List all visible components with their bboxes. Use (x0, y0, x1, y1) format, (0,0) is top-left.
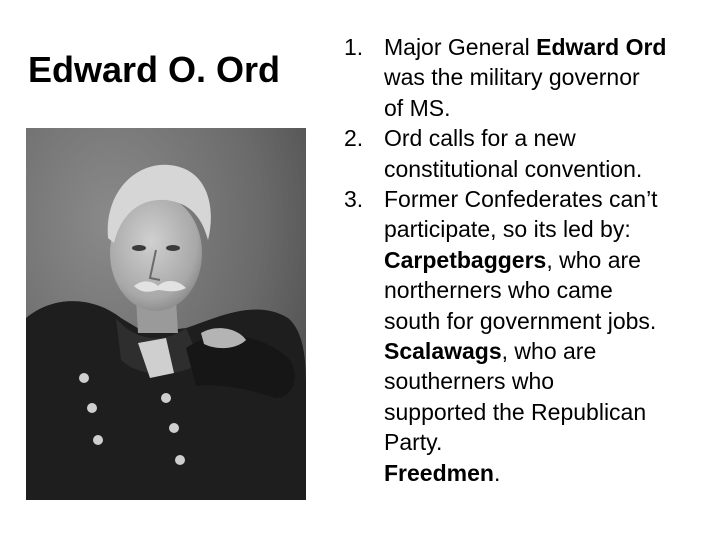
list-line (384, 336, 706, 366)
bold-term: Freedmen (384, 459, 494, 486)
coat-button (93, 435, 103, 445)
line-text: participate, so its led by: (384, 216, 631, 243)
coat-button (79, 373, 89, 383)
list-number: 1. (344, 34, 364, 60)
numbered-list (340, 32, 706, 488)
bold-term: Carpetbaggers (384, 246, 547, 273)
line-text: Party. (384, 429, 443, 456)
list-line (384, 306, 706, 336)
list-line (384, 427, 706, 457)
line-text: was the military governor (384, 64, 640, 91)
line-text: Major General (384, 34, 537, 60)
line-text: Former Confederates can’t (384, 186, 658, 213)
list-number: 3. (344, 186, 364, 213)
coat-button (175, 455, 185, 465)
list-item (340, 184, 706, 488)
list-line (384, 245, 706, 275)
list-line (384, 458, 706, 488)
portrait-illustration (26, 128, 306, 500)
list-number: 2. (344, 125, 364, 152)
list-line (384, 62, 706, 92)
line-text: of MS. (384, 94, 451, 121)
list-line (384, 154, 706, 184)
left-eye (132, 245, 146, 251)
list-line (384, 184, 706, 214)
list-line (384, 32, 706, 62)
list-line (384, 275, 706, 305)
line-text: Ord calls for a new (384, 125, 576, 152)
bold-term: Scalawags (384, 338, 502, 365)
bold-term: Edward Ord (536, 34, 667, 60)
coat-button (161, 393, 171, 403)
line-text: constitutional convention. (384, 155, 643, 182)
coat-button (169, 423, 179, 433)
list-line (384, 214, 706, 244)
line-text: , who are (501, 338, 597, 365)
list-line (384, 123, 706, 153)
line-text: northerners who came (384, 277, 613, 304)
coat-button (87, 403, 97, 413)
portrait-photo (26, 128, 306, 500)
slide-title: Edward O. Ord (28, 49, 281, 90)
line-text: , who are (546, 246, 641, 273)
list-line (384, 397, 706, 427)
list-item (340, 123, 706, 184)
line-text: . (493, 459, 501, 486)
line-text: supported the Republican (384, 398, 647, 425)
list-line (384, 93, 706, 123)
line-text: south for government jobs. (384, 307, 657, 334)
list-item (340, 32, 706, 123)
content-list (340, 32, 706, 488)
list-line (384, 366, 706, 396)
right-eye (166, 245, 180, 251)
line-text: southerners who (384, 368, 555, 395)
